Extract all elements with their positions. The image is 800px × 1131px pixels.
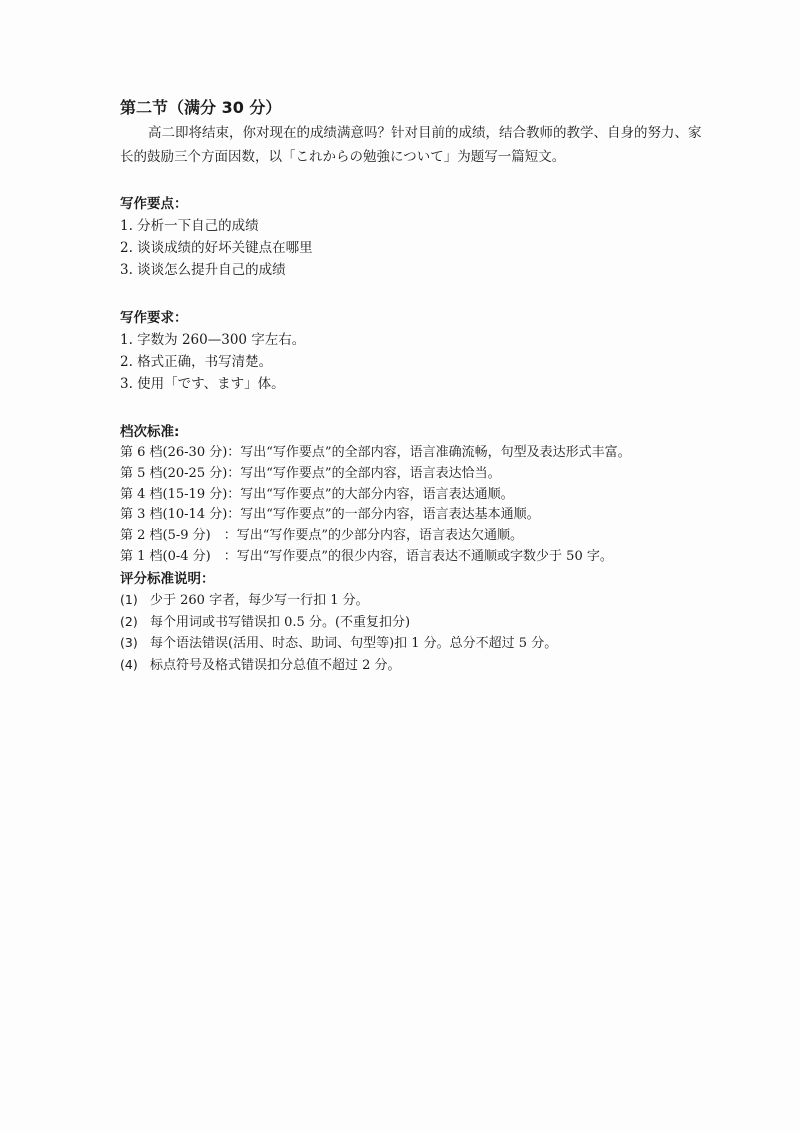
writing-point-item: 2. 谈谈成绩的好坏关键点在哪里 xyxy=(120,240,313,256)
scoring-note-item xyxy=(120,633,710,655)
section-title: 第二节（满分 30 分） xyxy=(120,98,282,117)
grading-levels-list xyxy=(120,443,710,568)
grading-levels-block xyxy=(120,421,710,568)
writing-point-item: 3. 谈谈怎么提升自己的成绩 xyxy=(120,262,286,278)
grading-level-item: 第 2 档(5-9 分) ：写出“写作要点”的少部分内容，语言表达欠通顺。 xyxy=(120,528,524,544)
scoring-note-number: (3) xyxy=(120,635,138,651)
writing-requirements-list xyxy=(120,329,710,395)
scoring-note-item xyxy=(120,612,710,634)
scoring-notes-list xyxy=(120,590,710,677)
writing-points-list xyxy=(120,215,710,281)
document-content xyxy=(120,97,710,677)
writing-requirement-item: 2. 格式正确，书写清楚。 xyxy=(120,354,273,370)
scoring-note-number: (2) xyxy=(120,613,138,629)
writing-points-heading: 写作要点： xyxy=(120,196,188,212)
writing-requirements-heading: 写作要求： xyxy=(120,310,188,326)
grading-level-item: 第 3 档(10-14 分)：写出“写作要点”的一部分内容，语言表达基本通顺。 xyxy=(120,507,540,523)
grading-level-item: 第 6 档(26-30 分)：写出“写作要点”的全部内容，语言准确流畅，句型及表达形式丰富。 xyxy=(120,445,631,460)
scoring-notes-block xyxy=(120,568,710,677)
scoring-note-item xyxy=(120,590,710,612)
writing-points-block xyxy=(120,193,710,281)
grading-level-item: 第 1 档(0-4 分) ：写出“写作要点”的很少内容，语言表达不通顺或字数少于 50 字。 xyxy=(120,548,613,564)
writing-requirements-block xyxy=(120,307,710,395)
scoring-note-item xyxy=(120,655,710,677)
writing-requirement-item: 3. 使用「です、ます」体。 xyxy=(120,376,285,392)
scoring-note-text: 少于 260 字者，每少写一行扣 1 分。 xyxy=(150,592,369,608)
grading-level-item: 第 4 档(15-19 分)：写出“写作要点”的大部分内容，语言表达通顺。 xyxy=(120,486,514,502)
scoring-note-text: 标点符号及格式错误扣分总值不超过 2 分。 xyxy=(150,658,401,674)
writing-point-item: 1. 分析一下自己的成绩 xyxy=(120,218,259,234)
scoring-note-text: 每个用词或书写错误扣 0.5 分。(不重复扣分) xyxy=(150,614,411,630)
grading-levels-heading: 档次标准: xyxy=(120,424,180,440)
scoring-note-number: (4) xyxy=(120,657,138,673)
scoring-note-text: 每个语法错误(活用、时态、助词、句型等)扣 1 分。总分不超过 5 分。 xyxy=(150,636,558,652)
writing-requirement-item: 1. 字数为 260—300 字左右。 xyxy=(120,332,306,348)
intro-paragraph: 高二即将结束，你对现在的成绩满意吗？针对目前的成绩，结合教师的教学、自身的努力、家长的鼓励三个方面因数，以「これからの勉強について」为题写一篇短文。 xyxy=(120,125,702,165)
grading-level-item: 第 5 档(20-25 分)：写出“写作要点”的全部内容，语言表达恰当。 xyxy=(120,465,501,481)
scoring-note-number: (1) xyxy=(120,591,138,607)
scoring-notes-heading: 评分标准说明： xyxy=(120,570,215,587)
